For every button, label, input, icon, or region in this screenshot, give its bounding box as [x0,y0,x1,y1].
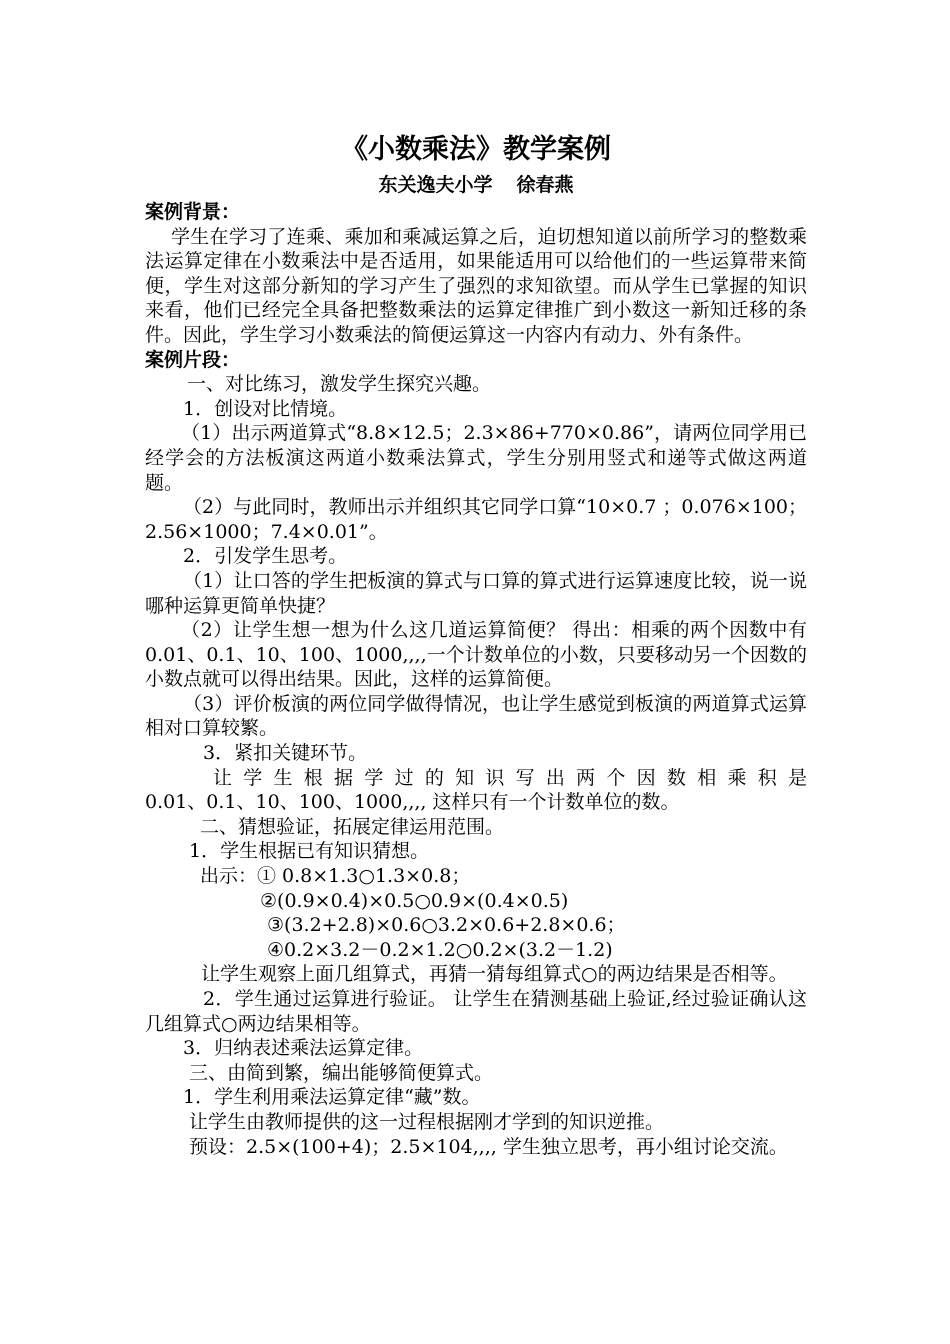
formula-3: ③(3.2+2.8)×0.6○3.2×0.6+2.8×0.6； [267,914,626,937]
part3-step1-text: 让学生由教师提供的这一过程根据刚才学到的知识逆推。 [189,1110,665,1133]
part3-heading: 三、由简到繁，编出能够简便算式。 [189,1061,494,1084]
formula-4: ④0.2×3.2－0.2×1.2○0.2×(3.2－1.2) [267,938,613,961]
document-page [145,132,807,1159]
background-paragraph: 学生在学习了连乘、乘加和乘减运算之后，迫切想知道以前所学习的整数乘法运算定律在小数乘法中是否适用，如果能适用可以给他们的一些运算带来简便，学生对这部分新知的学习产生了强烈的求知欲望。而从学生已掌握的知识来看，他们已经完全具备把整数乘法的运算定律推广到小数这一新知迁移的条件。因此，学生学习小数乘法的简便运算这一内容内有动力、外有条件。 [145,225,807,346]
part1-step3-text-a: 让学生根据学过的知识写出两个因数相乘积是 [213,766,807,789]
part1-step2-item2: （2）让学生想一想为什么这几道运算简便？ 得出：相乘的两个因数中有 0.01、0.1、10、100、1000,,,,一个计数单位的小数，只要移动另一个因数的小数点就可以得出结果。因此，这样的运算简便。 [145,619,807,691]
part1-step2-item3: （3）评价板演的两位同学做得情况，也让学生感觉到板演的两道算式运算相对口算较繁。 [145,692,807,740]
formula-1: 出示：① 0.8×1.3○1.3×0.8； [200,865,471,888]
part2-step3: 3．归纳表述乘法运算定律。 [183,1037,424,1060]
part1-step3-text-b: 0.01、0.1、10、100、1000,,,, 这样只有一个计数单位的数。 [145,791,680,814]
part2-step1: 1．学生根据已有知识猜想。 [189,840,430,863]
part1-step2: 2．引发学生思考。 [183,545,348,568]
part1-step3: 3．紧扣关键环节。 [203,742,368,765]
part3-step1: 1．学生利用乘法运算定律“藏”数。 [183,1086,481,1109]
school-name: 东关逸夫小学 [378,174,493,196]
part1-step2-item1: （1）让口答的学生把板演的算式与口算的算式进行运算速度比较，说一说哪种运算更简单快捷？ [145,569,807,617]
part2-heading: 二、猜想验证，拓展定律运用范围。 [200,815,505,838]
part1-heading: 一、对比练习，激发学生探究兴趣。 [187,373,492,396]
formula-2: ②(0.9×0.4)×0.5○0.9×(0.4×0.5) [260,889,569,912]
part1-step1-item1: （1）出示两道算式“8.8×12.5；2.3×86+770×0.86”，请两位同学用已经学会的方法板演这两道小数乘法算式，学生分别用竖式和递等式做这两道题。 [145,422,807,494]
part2-observe: 让学生观察上面几组算式，再猜一猜每组算式○的两边结果是否相等。 [201,963,788,986]
byline [145,172,807,198]
part1-step1: 1．创设对比情境。 [183,397,348,420]
part1-step1-item2: （2）与此同时，教师出示并组织其它同学口算“10×0.7 ；0.076×100； 2.56×1000；7.4×0.01”。 [145,496,807,543]
background-heading: 案例背景： [145,201,241,223]
author-name: 徐春燕 [516,174,574,196]
document-title: 《小数乘法》教学案例 [341,134,611,165]
part3-preset: 预设：2.5×(100+4)；2.5×104,,,, 学生独立思考，再小组讨论交流。 [189,1135,788,1158]
fragment-heading: 案例片段： [145,348,241,371]
part2-step2: 2．学生通过运算进行验证。 让学生在猜测基础上验证,经过验证确认这几组算式○两边结果相等。 [145,988,807,1035]
